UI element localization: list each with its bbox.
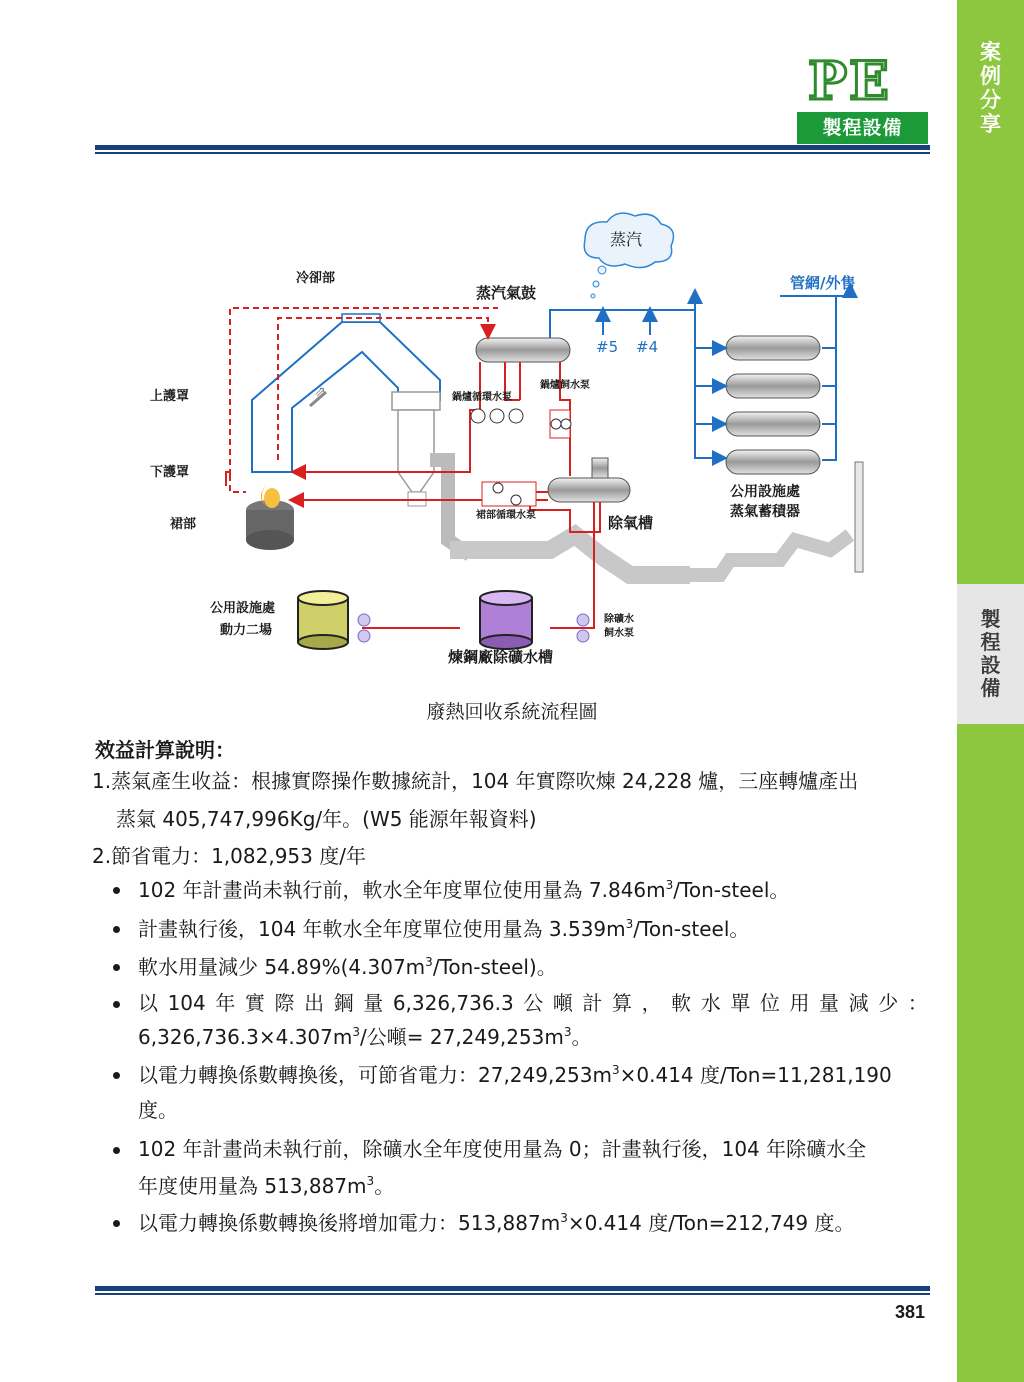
header-rule [95, 145, 930, 154]
tab-char: 分 [980, 88, 1001, 113]
demin-water-tank [480, 591, 532, 649]
bullet-4-line-2: $6,326,736.3\times 4.307m^3/$公噸= $27,249,253m^3$。 [138, 1025, 592, 1049]
bullet-icon [113, 1147, 120, 1154]
bullet-icon [113, 1001, 120, 1008]
steam-label: 蒸汽 [610, 230, 643, 249]
bullet-2: 計畫執行後，104 年軟水全年度單位使用量為 $3.539m^3/Ton$-steel。 [138, 917, 750, 941]
bullet-icon [113, 1072, 120, 1079]
accumulator-label-2: 蒸氣蓄積器 [730, 504, 800, 520]
skirt-pump-label: 裙部循環水泵 [476, 510, 536, 521]
boiler-pump-label: 鍋爐循環水泵 [452, 392, 512, 403]
item-2: 2.節省電力：1,082,953 度/年 [92, 844, 366, 868]
bullet-5-line-2: 度。 [138, 1098, 178, 1122]
figure-caption: 廢熱回收系統流程圖 [426, 701, 598, 723]
skirt-label: 裙部 [170, 517, 197, 532]
pump-group [358, 409, 589, 642]
bullet-3: 軟水用量減少 $54.89\%(4.307m^3/Ton-steel)$。 [138, 955, 557, 979]
tab-char: 製 [980, 607, 1001, 631]
bullet-5-line-1: 以電力轉換係數轉換後，可節省電力：$27,249,253m^3\times 0.414$ 度/Ton=11,281,190 [138, 1063, 892, 1087]
steam-drum [476, 338, 570, 362]
plant-label-2: 動力二場 [220, 623, 273, 638]
bullet-1: 102 年計畫尚未執行前，軟水全年度單位使用量為 $7.846m^3/Ton$-steel。 [138, 878, 790, 902]
waste-heat-recovery-diagram [130, 210, 890, 680]
demin-pump-label-2: 飼水泵 [604, 628, 634, 639]
pe-logo: PE [808, 51, 891, 112]
tab-char: 案 [980, 40, 1001, 64]
bullet-icon [113, 887, 120, 894]
deaerator-drum [548, 478, 630, 502]
steam-cloud [584, 213, 673, 298]
stack [855, 462, 863, 572]
drum-label: 蒸汽氣鼓 [476, 284, 537, 302]
pipe-sale-label: 管網/外售 [790, 274, 856, 292]
bullet-7: 以電力轉換係數轉換後將增加電力：$513,887m^3\times 0.414$ 度/Ton=212,749 度。 [138, 1211, 855, 1235]
no5-label: #5 [596, 338, 619, 356]
converter [246, 480, 294, 550]
tab-char: 例 [980, 64, 1001, 89]
demin-tank-label: 煉鋼廠除礦水槽 [448, 648, 554, 666]
tab-char: 程 [980, 630, 1001, 654]
power-plant-tank [298, 591, 348, 649]
demin-pump-label-1: 除礦水 [604, 614, 634, 625]
tab-char: 享 [980, 112, 1001, 137]
lower-hood-label: 下護罩 [150, 465, 190, 480]
page-number: 381 [895, 1302, 926, 1322]
no4-label: #4 [636, 338, 659, 356]
tab-char: 備 [980, 676, 1001, 700]
side-tab-bar [957, 0, 1024, 1382]
bullet-icon [113, 926, 120, 933]
bullet-6-line-1: 102 年計畫尚未執行前，除礦水全年度使用量為 0；計畫執行後，104 年除礦水全 [138, 1137, 867, 1161]
accumulator-label-1: 公用設施處 [730, 484, 800, 500]
deaerator-label: 除氧槽 [608, 514, 654, 532]
category-badge: 製程設備 [797, 112, 928, 144]
flow-arrow-icon: ⇗ [314, 384, 326, 400]
bullet-icon [113, 964, 120, 971]
tab-case-sharing[interactable] [957, 40, 1024, 137]
feed-pump-label: 鍋爐飼水泵 [540, 380, 590, 391]
item-1-line-2: 蒸氣 405,747,996Kg/年。(W5 能源年報資料) [116, 807, 537, 831]
footer-rule [95, 1286, 930, 1295]
accumulators [726, 336, 820, 474]
tab-char: 設 [980, 653, 1001, 677]
bullet-icon [113, 1220, 120, 1227]
item-1-line-1: 1.蒸氣產生收益：根據實際操作數據統計，104 年實際吹煉 24,228 爐，三座轉爐產出 [92, 769, 859, 793]
plant-label-1: 公用設施處 [210, 601, 276, 616]
bullet-6-line-2: 年度使用量為 $513,887m^3$。 [138, 1174, 395, 1198]
section-title: 效益計算說明： [95, 738, 235, 762]
upper-hood-label: 上護罩 [150, 389, 190, 404]
bullet-4-line-1: 以 104 年 實 際 出 鋼 量 6,326,736.3 公 噸 計 算 ， 軟 水 單 位 用 量 減 少 ： [138, 991, 928, 1015]
cooling-label: 冷卻部 [296, 271, 336, 286]
